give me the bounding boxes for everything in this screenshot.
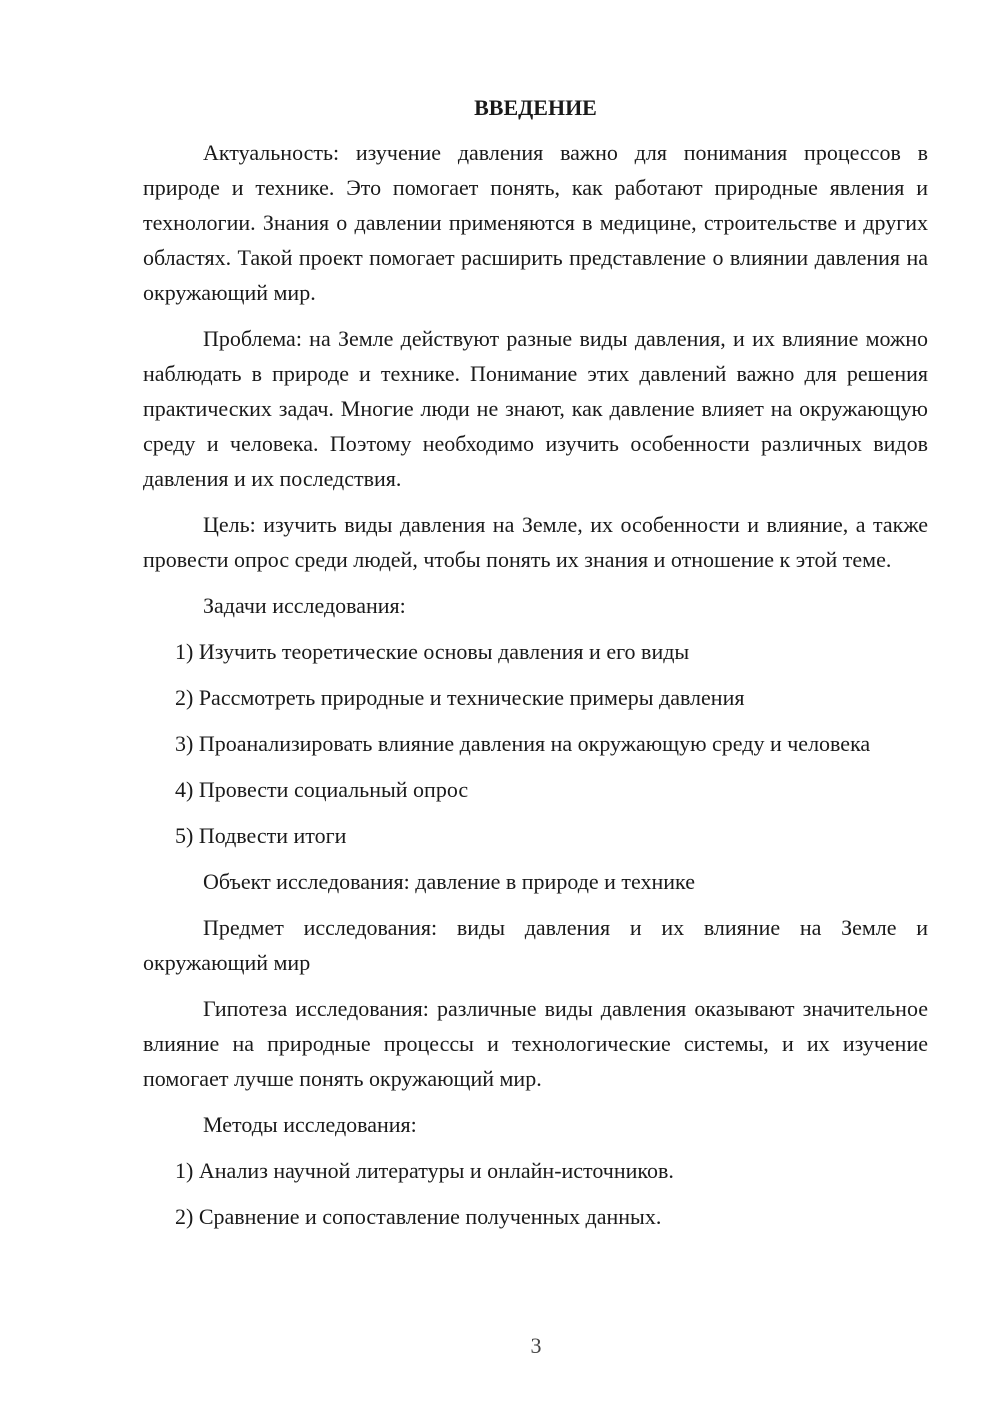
document-page: [143, 90, 928, 1245]
page-number: 3: [530, 1333, 542, 1358]
object-paragraph: Объект исследования: давление в природе и технике: [203, 869, 695, 894]
page-title: ВВЕДЕНИЕ: [474, 95, 597, 120]
method-item: 1) Анализ научной литературы и онлайн-источников.: [175, 1158, 674, 1183]
task-item: 3) Проанализировать влияние давления на окружающую среду и человека: [175, 731, 871, 756]
problem-paragraph: Проблема: на Земле действуют разные виды давления, и их влияние можно наблюдать в природе и технике. Понимание этих давлений важно для решения практических задач. Многие люди не знают, как давление влияет на окружающую среду и человека. Поэтому необходимо изучить особенности различных видов давления и их последствия.: [143, 326, 928, 491]
task-item: 4) Провести социальный опрос: [175, 777, 469, 802]
tasks-heading: Задачи исследования:: [203, 593, 406, 618]
task-item: 5) Подвести итоги: [175, 823, 347, 848]
task-item: 1) Изучить теоретические основы давления и его виды: [175, 639, 690, 664]
goal-paragraph: Цель: изучить виды давления на Земле, их особенности и влияние, а также провести опрос среди людей, чтобы понять их знания и отношение к этой теме.: [143, 512, 928, 572]
relevance-paragraph: Актуальность: изучение давления важно для понимания процессов в природе и технике. Это помогает понять, как работают природные явления и технологии. Знания о давлении применяются в медицине, строительстве и других областях. Такой проект помогает расширить представление о влиянии давления на окружающий мир.: [143, 140, 928, 305]
task-item: 2) Рассмотреть природные и технические примеры давления: [175, 685, 745, 710]
hypothesis-paragraph: Гипотеза исследования: различные виды давления оказывают значительное влияние на природные процессы и технологические системы, и их изучение помогает лучше понять окружающий мир.: [143, 996, 928, 1091]
subject-paragraph: Предмет исследования: виды давления и их влияние на Земле и окружающий мир: [143, 915, 928, 975]
method-item: 2) Сравнение и сопоставление полученных данных.: [175, 1204, 662, 1229]
methods-heading: Методы исследования:: [203, 1112, 417, 1137]
